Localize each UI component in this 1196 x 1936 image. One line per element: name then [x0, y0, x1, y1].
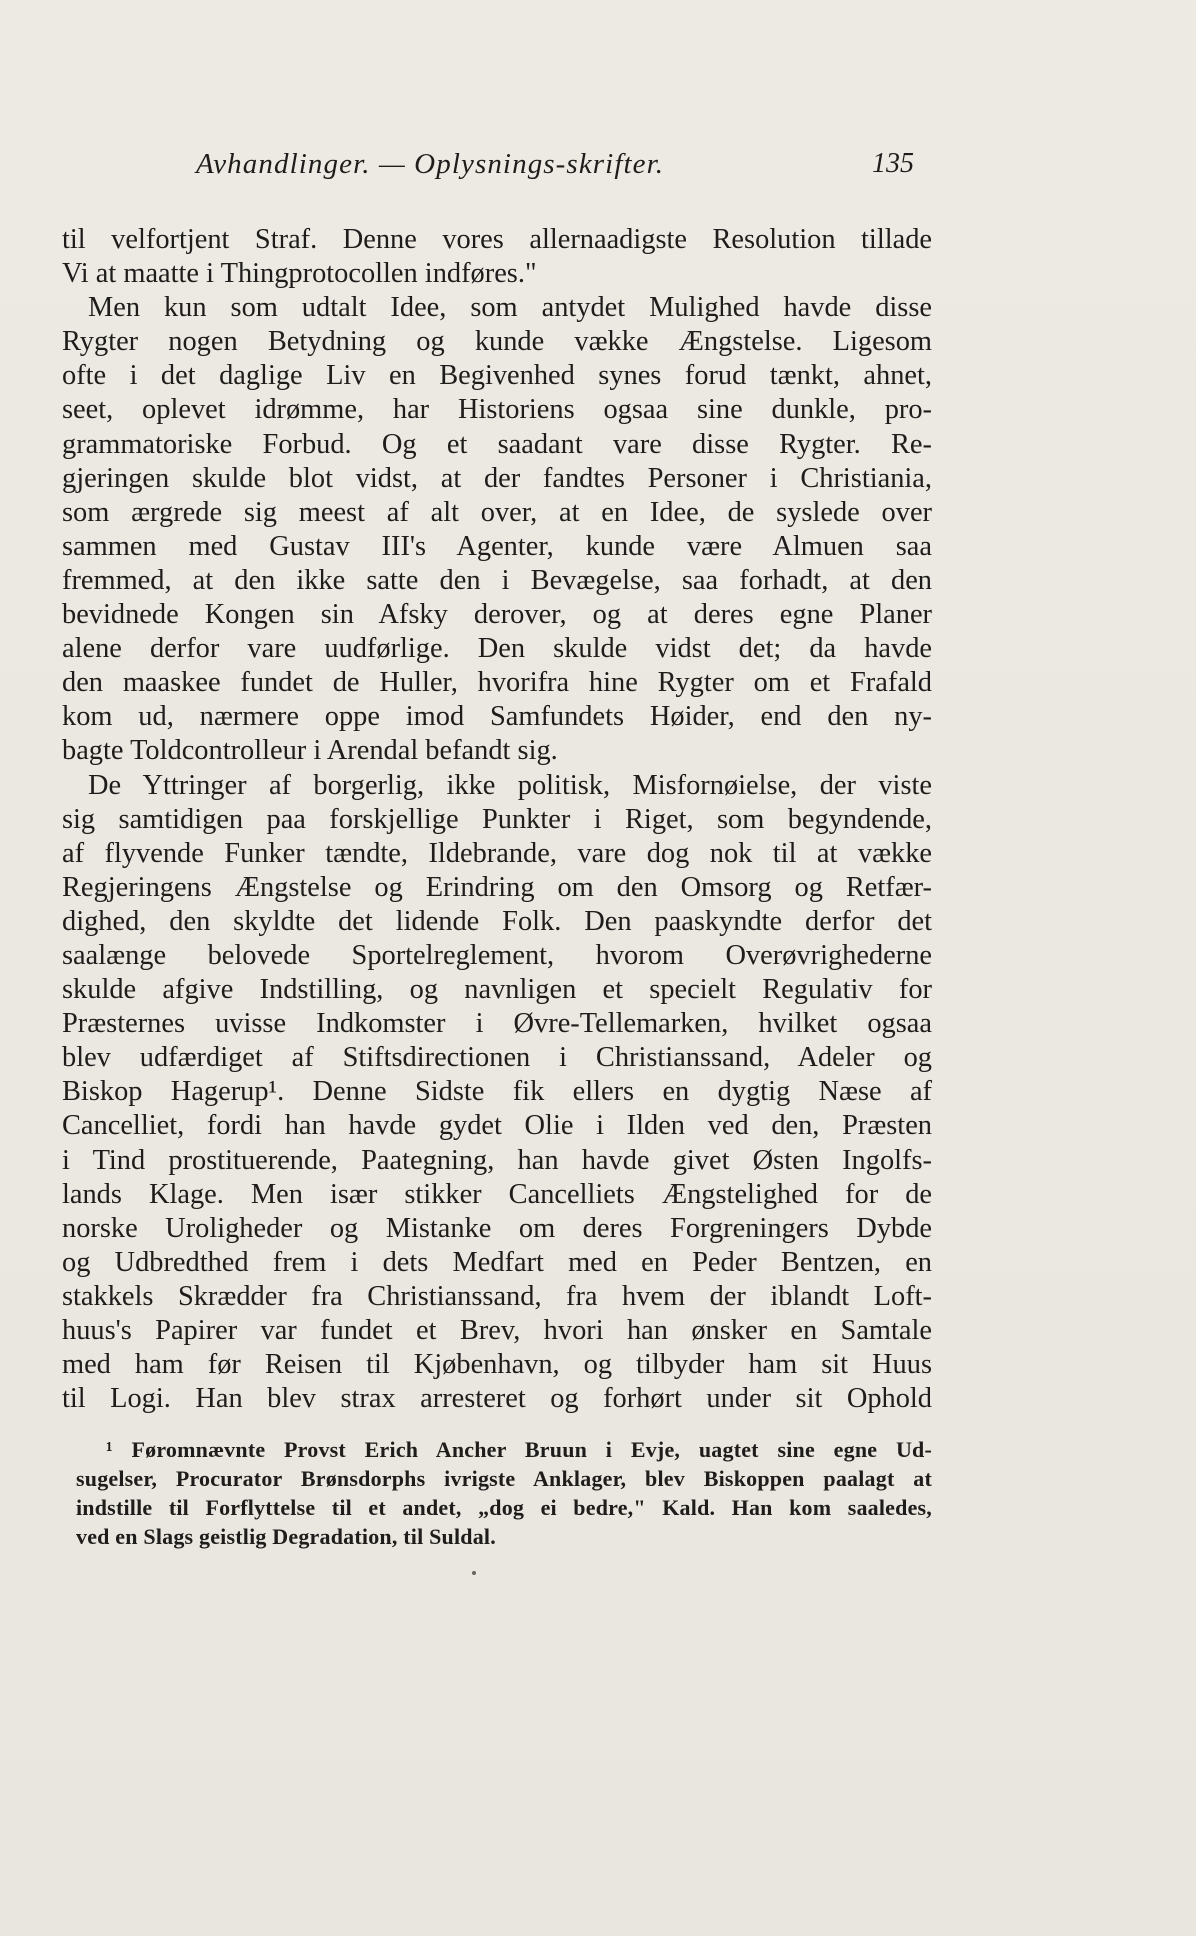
- footnote-line: sugelser, Procurator Brønsdorphs ivrigste Anklager, blev Biskoppen paalagt at: [76, 1466, 932, 1491]
- text-line: Cancelliet, fordi han havde gydet Olie i Ilden ved den, Præsten: [62, 1110, 932, 1142]
- text-line: stakkels Skrædder fra Christianssand, fra hvem der iblandt Loft-: [62, 1280, 932, 1312]
- text-line: fremmed, at den ikke satte den i Bevægelse, saa forhadt, at den: [62, 564, 932, 596]
- text-line: Præsternes uvisse Indkomster i Øvre-Tellemarken, hvilket ogsaa: [62, 1008, 932, 1040]
- text-line: bagte Toldcontrolleur i Arendal befandt sig.: [62, 735, 558, 767]
- text-line: Men kun som udtalt Idee, som antydet Mulighed havde disse: [88, 292, 932, 324]
- text-line: grammatoriske Forbud. Og et saadant vare disse Rygter. Re-: [62, 428, 932, 460]
- footnotes: [76, 1435, 932, 1551]
- text-line: Regjeringens Ængstelse og Erindring om den Omsorg og Retfær-: [62, 871, 932, 903]
- text-line: den maaskee fundet de Huller, hvorifra hine Rygter om et Frafald: [62, 667, 932, 699]
- text-line: blev udfærdiget af Stiftsdirectionen i Christianssand, Adeler og: [62, 1042, 932, 1074]
- text-line: Biskop Hagerup¹. Denne Sidste fik ellers en dygtig Næse af: [62, 1076, 932, 1108]
- text-line: Rygter nogen Betydning og kunde vække Ængstelse. Ligesom: [62, 326, 932, 358]
- text-line: gjeringen skulde blot vidst, at der fandtes Personer i Christiania,: [62, 462, 932, 494]
- text-line: lands Klage. Men især stikker Cancelliets Ængstelighed for de: [62, 1178, 932, 1210]
- print-speck: [472, 1571, 476, 1575]
- text-line: ofte i det daglige Liv en Begivenhed synes forud tænkt, ahnet,: [62, 360, 932, 392]
- text-line: i Tind prostituerende, Paategning, han havde givet Østen Ingolfs-: [62, 1144, 932, 1176]
- text-line: skulde afgive Indstilling, og navnligen et specielt Regulativ for: [62, 974, 932, 1006]
- text-line: sammen med Gustav III's Agenter, kunde være Almuen saa: [62, 530, 932, 562]
- text-line: med ham før Reisen til Kjøbenhavn, og tilbyder ham sit Huus: [62, 1349, 932, 1381]
- text-line: af flyvende Funker tændte, Ildebrande, vare dog nok til at vække: [62, 837, 932, 869]
- text-line: dighed, den skyldte det lidende Folk. Den paaskyndte derfor det: [62, 905, 932, 937]
- footnote-line: ved en Slags geistlig Degradation, til Suldal.: [76, 1524, 496, 1549]
- text-line: som ærgrede sig meest af alt over, at en Idee, de syslede over: [62, 496, 932, 528]
- text-line: kom ud, nærmere oppe imod Samfundets Høider, end den ny-: [62, 701, 932, 733]
- text-line: alene derfor vare uudførlige. Den skulde vidst det; da havde: [62, 633, 932, 665]
- text-line: seet, oplevet idrømme, har Historiens ogsaa sine dunkle, pro-: [62, 394, 932, 426]
- text-line: til velfortjent Straf. Denne vores allernaadigste Resolution tillade: [62, 224, 932, 255]
- text-line: bevidnede Kongen sin Afsky derover, og at deres egne Planer: [62, 599, 932, 631]
- body-text: [62, 223, 932, 1416]
- text-line: til Logi. Han blev strax arresteret og forhørt under sit Ophold: [62, 1383, 932, 1415]
- footnote-line: indstille til Forflyttelse til et andet, „dog ei bedre," Kald. Han kom saaledes,: [76, 1495, 932, 1520]
- text-line: huus's Papirer var fundet et Brev, hvori han ønsker en Samtale: [62, 1315, 932, 1346]
- text-line: Vi at maatte i Thingprotocollen indføres.": [62, 258, 537, 290]
- text-line: og Udbredthed frem i dets Medfart med en Peder Bentzen, en: [62, 1246, 932, 1278]
- page-header: [62, 148, 930, 192]
- footnote-line: ¹ Føromnævnte Provst Erich Ancher Bruun i Evje, uagtet sine egne Ud-: [106, 1437, 932, 1462]
- text-line: saalænge belovede Sportelreglement, hvorom Overøvrighederne: [62, 939, 932, 971]
- text-line: sig samtidigen paa forskjellige Punkter i Riget, som begyndende,: [62, 803, 932, 835]
- page-number: 135: [872, 148, 914, 179]
- text-line: De Yttringer af borgerlig, ikke politisk, Misfornøielse, der viste: [88, 769, 932, 801]
- running-title: Avhandlinger. — Oplysnings-skrifter.: [196, 148, 665, 180]
- text-line: norske Uroligheder og Mistanke om deres Forgreningers Dybde: [62, 1212, 932, 1244]
